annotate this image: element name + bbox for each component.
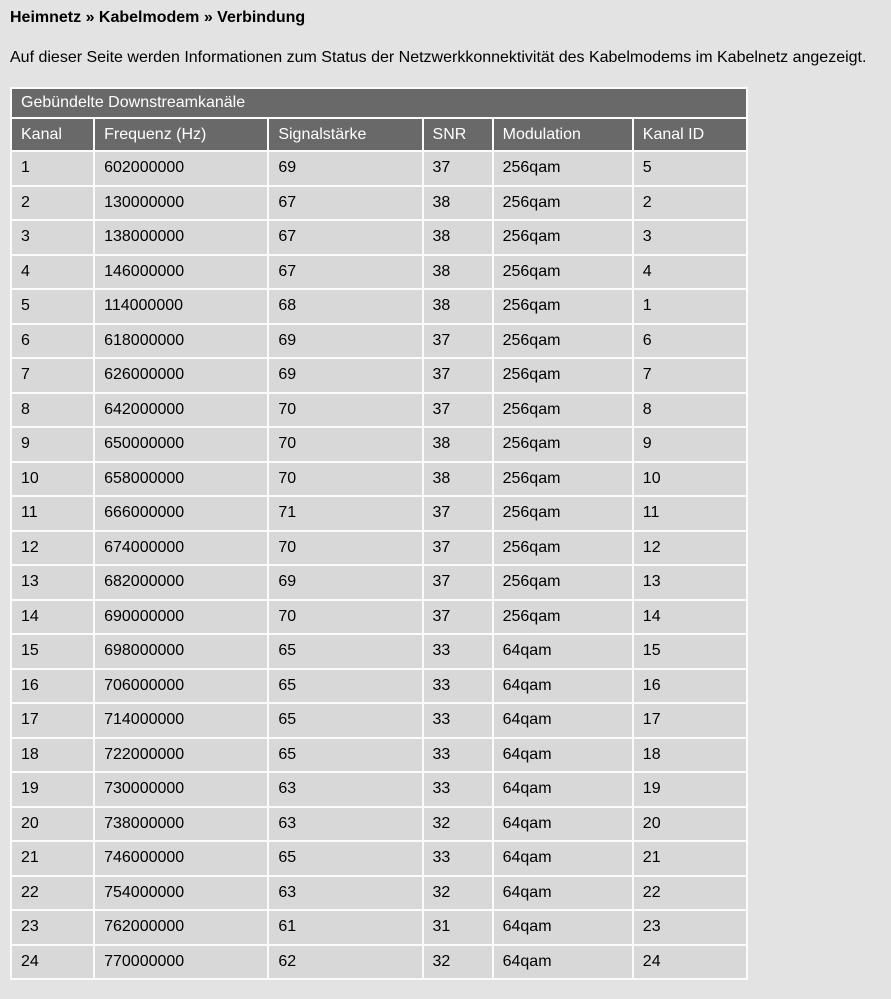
table-row	[12, 290, 746, 323]
table-row	[12, 739, 746, 772]
table-cell: 38	[424, 221, 492, 254]
table-cell: 114000000	[95, 290, 267, 323]
table-cell: 64qam	[494, 670, 632, 703]
table-cell: 64qam	[494, 808, 632, 841]
table-cell: 256qam	[494, 359, 632, 392]
table-cell: 33	[424, 739, 492, 772]
table-cell: 10	[634, 463, 746, 496]
table-cell: 24	[634, 946, 746, 979]
table-row	[12, 566, 746, 599]
table-cell: 4	[634, 256, 746, 289]
table-cell: 20	[634, 808, 746, 841]
table-cell: 5	[634, 152, 746, 185]
table-cell: 754000000	[95, 877, 267, 910]
table-cell: 22	[12, 877, 93, 910]
table-cell: 23	[634, 911, 746, 944]
table-cell: 20	[12, 808, 93, 841]
table-cell: 256qam	[494, 463, 632, 496]
table-row	[12, 256, 746, 289]
table-cell: 6	[634, 325, 746, 358]
table-cell: 256qam	[494, 497, 632, 530]
table-cell: 64qam	[494, 635, 632, 668]
table-cell: 256qam	[494, 290, 632, 323]
table-cell: 1	[634, 290, 746, 323]
table-cell: 2	[12, 187, 93, 220]
table-cell: 130000000	[95, 187, 267, 220]
table-cell: 14	[634, 601, 746, 634]
column-header-2: Signalstärke	[269, 119, 421, 150]
page-description: Auf dieser Seite werden Informationen zum Status der Netzwerkkonnektivität des Kabelmodems im Kabelnetz angezeigt.	[10, 49, 867, 66]
column-header-1: Frequenz (Hz)	[95, 119, 267, 150]
table-cell: 17	[12, 704, 93, 737]
table-cell: 12	[12, 532, 93, 565]
table-row	[12, 325, 746, 358]
table-cell: 5	[12, 290, 93, 323]
table-cell: 746000000	[95, 842, 267, 875]
table-header-row	[12, 119, 746, 150]
table-cell: 146000000	[95, 256, 267, 289]
table-row	[12, 877, 746, 910]
table-cell: 7	[12, 359, 93, 392]
table-cell: 33	[424, 704, 492, 737]
table-cell: 666000000	[95, 497, 267, 530]
table-title: Gebündelte Downstreamkanäle	[12, 89, 746, 117]
table-cell: 256qam	[494, 532, 632, 565]
table-cell: 33	[424, 670, 492, 703]
table-cell: 138000000	[95, 221, 267, 254]
table-cell: 67	[269, 221, 421, 254]
table-row	[12, 808, 746, 841]
table-cell: 16	[12, 670, 93, 703]
table-cell: 69	[269, 152, 421, 185]
table-cell: 658000000	[95, 463, 267, 496]
table-cell: 8	[12, 394, 93, 427]
table-cell: 15	[12, 635, 93, 668]
table-cell: 770000000	[95, 946, 267, 979]
table-cell: 70	[269, 428, 421, 461]
table-cell: 65	[269, 739, 421, 772]
table-cell: 256qam	[494, 566, 632, 599]
table-cell: 618000000	[95, 325, 267, 358]
table-row	[12, 497, 746, 530]
table-cell: 31	[424, 911, 492, 944]
downstream-channels-table	[10, 87, 748, 980]
table-cell: 16	[634, 670, 746, 703]
table-cell: 256qam	[494, 187, 632, 220]
table-cell: 38	[424, 290, 492, 323]
table-cell: 722000000	[95, 739, 267, 772]
table-cell: 714000000	[95, 704, 267, 737]
table-cell: 37	[424, 566, 492, 599]
table-row	[12, 670, 746, 703]
table-cell: 3	[634, 221, 746, 254]
table-cell: 256qam	[494, 221, 632, 254]
table-cell: 256qam	[494, 428, 632, 461]
table-cell: 32	[424, 808, 492, 841]
table-cell: 65	[269, 670, 421, 703]
table-cell: 64qam	[494, 946, 632, 979]
table-cell: 64qam	[494, 911, 632, 944]
table-cell: 14	[12, 601, 93, 634]
table-cell: 13	[12, 566, 93, 599]
table-cell: 9	[12, 428, 93, 461]
table-row	[12, 635, 746, 668]
table-cell: 65	[269, 635, 421, 668]
table-cell: 64qam	[494, 842, 632, 875]
table-row	[12, 428, 746, 461]
table-cell: 70	[269, 463, 421, 496]
table-cell: 674000000	[95, 532, 267, 565]
table-cell: 38	[424, 463, 492, 496]
table-cell: 70	[269, 601, 421, 634]
table-cell: 19	[12, 773, 93, 806]
table-cell: 32	[424, 946, 492, 979]
table-row	[12, 911, 746, 944]
table-cell: 256qam	[494, 394, 632, 427]
table-body	[12, 152, 746, 978]
table-cell: 738000000	[95, 808, 267, 841]
table-cell: 10	[12, 463, 93, 496]
table-cell: 71	[269, 497, 421, 530]
table-cell: 61	[269, 911, 421, 944]
table-row	[12, 946, 746, 979]
table-cell: 682000000	[95, 566, 267, 599]
table-cell: 64qam	[494, 739, 632, 772]
table-cell: 33	[424, 635, 492, 668]
table-cell: 37	[424, 152, 492, 185]
table-cell: 67	[269, 256, 421, 289]
table-cell: 256qam	[494, 256, 632, 289]
table-cell: 762000000	[95, 911, 267, 944]
table-cell: 698000000	[95, 635, 267, 668]
table-cell: 690000000	[95, 601, 267, 634]
table-cell: 64qam	[494, 773, 632, 806]
table-cell: 70	[269, 532, 421, 565]
table-row	[12, 463, 746, 496]
table-cell: 69	[269, 359, 421, 392]
table-cell: 37	[424, 601, 492, 634]
table-cell: 8	[634, 394, 746, 427]
table-cell: 13	[634, 566, 746, 599]
breadcrumb: Heimnetz » Kabelmodem » Verbindung	[10, 9, 306, 26]
table-cell: 642000000	[95, 394, 267, 427]
table-cell: 256qam	[494, 152, 632, 185]
table-cell: 32	[424, 877, 492, 910]
table-cell: 23	[12, 911, 93, 944]
table-cell: 18	[634, 739, 746, 772]
table-row	[12, 532, 746, 565]
table-row	[12, 152, 746, 185]
table-cell: 38	[424, 256, 492, 289]
table-cell: 37	[424, 325, 492, 358]
table-cell: 9	[634, 428, 746, 461]
table-cell: 2	[634, 187, 746, 220]
table-row	[12, 359, 746, 392]
table-cell: 22	[634, 877, 746, 910]
table-row	[12, 221, 746, 254]
table-cell: 70	[269, 394, 421, 427]
column-header-0: Kanal	[12, 119, 93, 150]
table-cell: 730000000	[95, 773, 267, 806]
table-cell: 17	[634, 704, 746, 737]
table-cell: 69	[269, 325, 421, 358]
table-cell: 21	[12, 842, 93, 875]
table-cell: 37	[424, 532, 492, 565]
table-cell: 19	[634, 773, 746, 806]
table-cell: 64qam	[494, 877, 632, 910]
table-cell: 68	[269, 290, 421, 323]
table-cell: 21	[634, 842, 746, 875]
table-cell: 706000000	[95, 670, 267, 703]
table-cell: 33	[424, 773, 492, 806]
table-cell: 18	[12, 739, 93, 772]
table-cell: 4	[12, 256, 93, 289]
table-row	[12, 842, 746, 875]
table-row	[12, 187, 746, 220]
table-cell: 6	[12, 325, 93, 358]
table-row	[12, 601, 746, 634]
table-cell: 69	[269, 566, 421, 599]
table-cell: 602000000	[95, 152, 267, 185]
table-cell: 33	[424, 842, 492, 875]
table-row	[12, 394, 746, 427]
table-row	[12, 773, 746, 806]
table-cell: 63	[269, 808, 421, 841]
table-cell: 64qam	[494, 704, 632, 737]
table-cell: 63	[269, 773, 421, 806]
table-cell: 38	[424, 187, 492, 220]
table-cell: 11	[12, 497, 93, 530]
table-cell: 15	[634, 635, 746, 668]
column-header-4: Modulation	[494, 119, 632, 150]
table-cell: 65	[269, 704, 421, 737]
table-cell: 24	[12, 946, 93, 979]
table-cell: 256qam	[494, 325, 632, 358]
table-cell: 37	[424, 359, 492, 392]
table-cell: 37	[424, 394, 492, 427]
table-cell: 7	[634, 359, 746, 392]
table-cell: 65	[269, 842, 421, 875]
table-cell: 63	[269, 877, 421, 910]
column-header-3: SNR	[424, 119, 492, 150]
table-cell: 256qam	[494, 601, 632, 634]
table-cell: 62	[269, 946, 421, 979]
table-row	[12, 704, 746, 737]
table-cell: 67	[269, 187, 421, 220]
table-cell: 1	[12, 152, 93, 185]
table-cell: 11	[634, 497, 746, 530]
table-cell: 650000000	[95, 428, 267, 461]
column-header-5: Kanal ID	[634, 119, 746, 150]
table-cell: 12	[634, 532, 746, 565]
table-cell: 38	[424, 428, 492, 461]
table-title-row	[12, 89, 746, 117]
table-cell: 3	[12, 221, 93, 254]
table-cell: 37	[424, 497, 492, 530]
table-cell: 626000000	[95, 359, 267, 392]
